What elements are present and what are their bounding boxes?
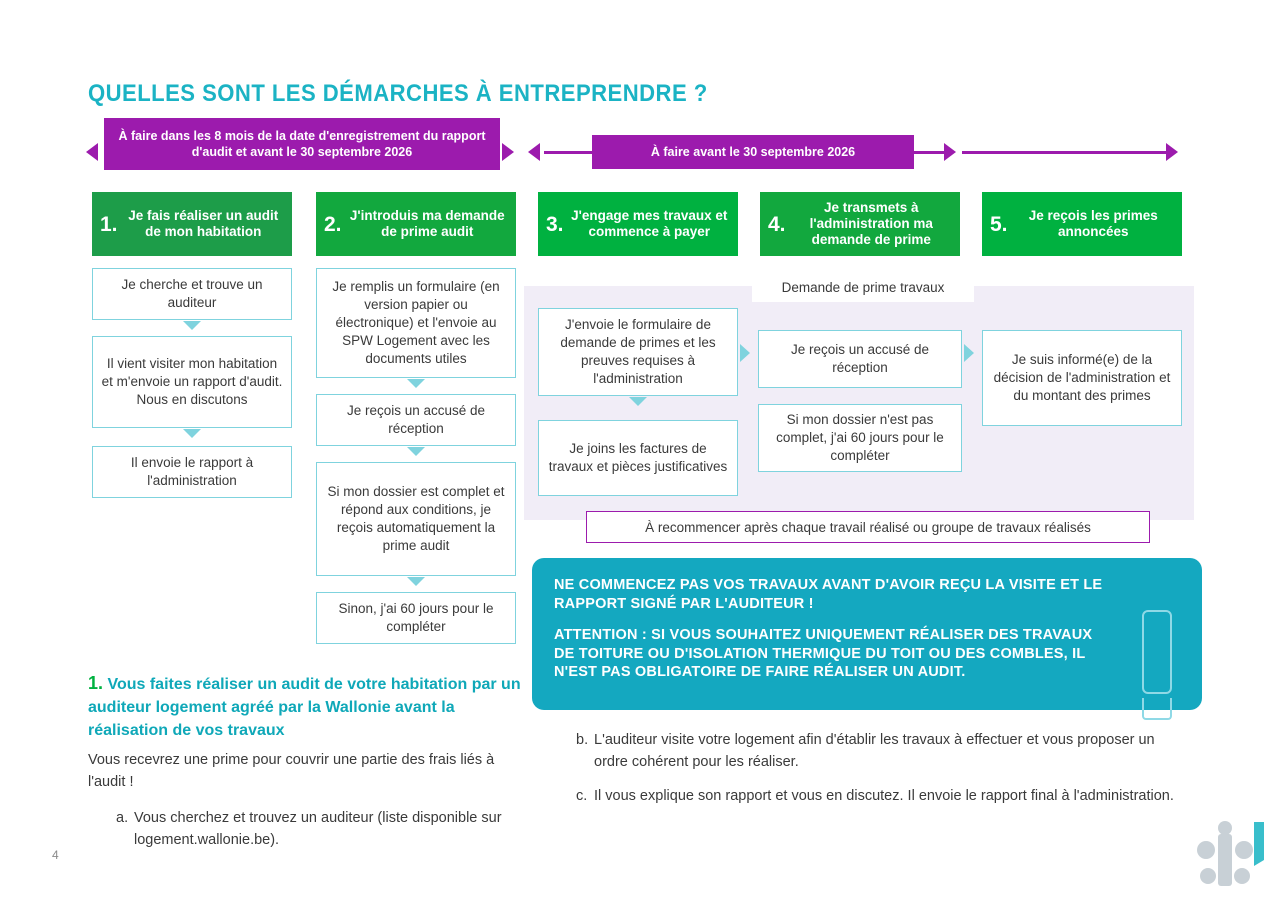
flow-box-c1-1: Je cherche et trouve un auditeur bbox=[92, 268, 292, 320]
flow-arrow-right-icon bbox=[964, 344, 974, 362]
timeline-right-arrow-end-icon bbox=[1166, 143, 1178, 161]
flow-box-c4-1: Je reçois un accusé de réception bbox=[758, 330, 962, 388]
bottom-item-a-marker: a. bbox=[116, 810, 129, 826]
flow-box-c3-1: J'envoie le formulaire de demande de primes et les preuves requises à l'administration bbox=[538, 308, 738, 396]
flow-box-c1-3: Il envoie le rapport à l'administration bbox=[92, 446, 292, 498]
bottom-paragraph: Vous recevrez une prime pour couvrir une partie des frais liés à l'audit ! bbox=[88, 752, 495, 790]
step-4-label: Je transmets à l'administration ma demande de prime bbox=[809, 199, 933, 248]
bottom-heading-number: 1. bbox=[88, 673, 104, 693]
flow-box-c2-4: Sinon, j'ai 60 jours pour le compléter bbox=[316, 592, 516, 644]
timeline-left-arrow-end-icon bbox=[502, 143, 514, 161]
flow-arrow-down-icon bbox=[407, 577, 425, 586]
timeline-right-bar: À faire avant le 30 septembre 2026 bbox=[592, 135, 914, 169]
bottom-item-a bbox=[116, 808, 516, 852]
step-5-label: Je reçois les primes annoncées bbox=[1028, 207, 1158, 239]
flow-box-c2-3: Si mon dossier est complet et répond aux conditions, je reçois automatiquement la prime audit bbox=[316, 462, 516, 576]
bottom-item-b-marker: b. bbox=[576, 732, 589, 748]
step-header-5 bbox=[982, 192, 1182, 256]
step-header-4 bbox=[760, 192, 960, 256]
step-header-3 bbox=[538, 192, 738, 256]
flow-arrow-right-icon bbox=[740, 344, 750, 362]
flow-box-c1-2: Il vient visiter mon habitation et m'envoie un rapport d'audit. Nous en discutons bbox=[92, 336, 292, 428]
step-1-number: 1. bbox=[100, 212, 118, 236]
bottom-item-c-marker: c. bbox=[576, 788, 588, 804]
flow-box-c2-1: Je remplis un formulaire (en version papier ou électronique) et l'envoie au SPW Logement avec les documents utiles bbox=[316, 268, 516, 378]
bottom-heading bbox=[88, 670, 528, 743]
timeline-left-bar: À faire dans les 8 mois de la date d'enregistrement du rapport d'audit et avant le 30 septembre 2026 bbox=[104, 118, 500, 170]
bottom-item-c bbox=[576, 786, 1190, 808]
bottom-item-a-text: Vous cherchez et trouvez un auditeur (liste disponible sur logement.wallonie.be). bbox=[134, 810, 502, 848]
flow-box-c2-2: Je reçois un accusé de réception bbox=[316, 394, 516, 446]
warning-line-2: ATTENTION : SI VOUS SOUHAITEZ UNIQUEMENT RÉALISER DES TRAVAUX DE TOITURE OU D'ISOLATION THERMIQUE DU TOIT OU DES COMBLES, IL N'EST PAS OBLIGATOIRE DE FAIRE RÉALISER UN AUDIT. bbox=[554, 626, 1093, 681]
bottom-item-c-text: Il vous explique son rapport et vous en discutez. Il envoie le rapport final à l'administration. bbox=[594, 788, 1174, 804]
flow-arrow-down-icon bbox=[183, 321, 201, 330]
bottom-item-b bbox=[576, 730, 1190, 774]
flow-box-c3-2: Je joins les factures de travaux et pièces justificatives bbox=[538, 420, 738, 496]
bottom-heading-text: Vous faites réaliser un audit de votre habitation par un auditeur logement agréé par la Wallonie avant la réalisation de vos travaux bbox=[88, 676, 521, 740]
step-5-number: 5. bbox=[990, 212, 1008, 236]
step-2-number: 2. bbox=[324, 212, 342, 236]
step-3-number: 3. bbox=[546, 212, 564, 236]
timeline-right-arrow-mid-icon bbox=[944, 143, 956, 161]
panel-tab-label: Demande de prime travaux bbox=[752, 272, 974, 302]
timeline-left-arrow-icon bbox=[86, 143, 98, 161]
step-1-label: Je fais réaliser un audit de mon habitation bbox=[128, 207, 279, 239]
step-header-1 bbox=[92, 192, 292, 256]
flow-arrow-down-icon bbox=[407, 447, 425, 456]
bottom-item-b-text: L'auditeur visite votre logement afin d'établir les travaux à effectuer et vous proposer un ordre cohérent pour les réaliser. bbox=[594, 732, 1155, 770]
step-2-label: J'introduis ma demande de prime audit bbox=[349, 207, 505, 239]
page-number: 4 bbox=[52, 848, 59, 862]
step-4-number: 4. bbox=[768, 212, 786, 236]
warning-line-1: NE COMMENCEZ PAS VOS TRAVAUX AVANT D'AVOIR REÇU LA VISITE ET LE RAPPORT SIGNÉ PAR L'AUDITEUR ! bbox=[554, 577, 1103, 612]
flow-arrow-down-icon bbox=[183, 429, 201, 438]
warning-banner bbox=[532, 558, 1202, 710]
page-title: QUELLES SONT LES DÉMARCHES À ENTREPRENDRE ? bbox=[88, 80, 708, 107]
flow-arrow-down-icon bbox=[629, 397, 647, 406]
step-3-label: J'engage mes travaux et commence à payer bbox=[571, 207, 728, 239]
flow-box-c4-2: Si mon dossier n'est pas complet, j'ai 60 jours pour le compléter bbox=[758, 404, 962, 472]
repeat-note: À recommencer après chaque travail réalisé ou groupe de travaux réalisés bbox=[586, 511, 1150, 543]
exclamation-icon bbox=[1142, 610, 1168, 720]
flow-box-c5-1: Je suis informé(e) de la décision de l'administration et du montant des primes bbox=[982, 330, 1182, 426]
timeline-right-arrow-start-icon bbox=[528, 143, 540, 161]
step-header-2 bbox=[316, 192, 516, 256]
wallonia-logo-icon bbox=[1192, 820, 1268, 898]
flow-arrow-down-icon bbox=[407, 379, 425, 388]
